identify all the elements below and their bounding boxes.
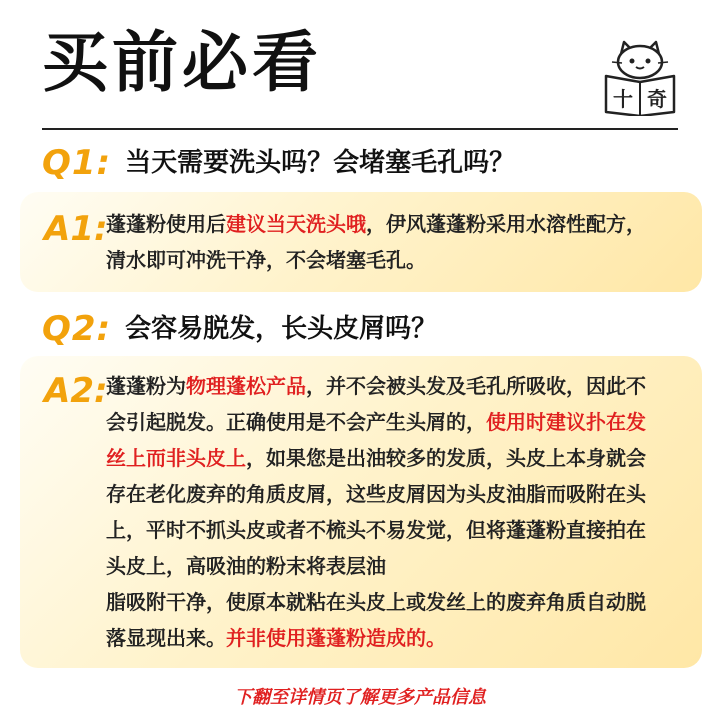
answer-line (106, 584, 682, 620)
answer-line (106, 206, 682, 242)
answer-1-card (20, 192, 702, 292)
question-2-text: 会容易脱发，长头皮屑吗？ (125, 314, 438, 344)
answer-line (106, 476, 682, 512)
answer-text: 头皮上，高吸油的粉末将表层油 (106, 554, 386, 578)
highlight-text: 丝上而非头皮上 (106, 446, 246, 470)
header-divider (42, 128, 678, 130)
answer-text: 会引起脱发。正确使用是不会产生头屑的， (106, 410, 486, 434)
footer-notice: 下翻至详情页了解更多产品信息 (234, 687, 486, 708)
answer-text: 落显现出来。 (106, 626, 226, 650)
page-title: 买前必看 (42, 24, 322, 101)
svg-text:奇: 奇 (647, 87, 667, 111)
answer-2-card (20, 356, 702, 668)
answer-line (106, 512, 682, 548)
answer-2-tag: A2: (44, 371, 108, 411)
highlight-text: 使用时建议扑在发 (486, 410, 646, 434)
question-1-text: 当天需要洗头吗？会堵塞毛孔吗？ (125, 148, 516, 178)
answer-line (106, 440, 682, 476)
highlight-text: 建议当天洗头哦 (226, 212, 366, 236)
answer-1-tag: A1: (44, 209, 108, 249)
answer-line (106, 368, 682, 404)
question-1-tag: Q1: (42, 143, 112, 183)
answer-2-text (106, 368, 682, 656)
question-2-tag: Q2: (42, 309, 112, 349)
answer-line (106, 548, 682, 584)
highlight-text: 并非使用蓬蓬粉造成的。 (226, 626, 446, 650)
question-1 (42, 143, 516, 183)
answer-1-text (106, 206, 682, 278)
answer-text: 脂吸附干净，使原本就粘在头皮上或发丝上的废弃角质自动脱 (106, 590, 646, 614)
answer-text: ，并不会被头发及毛孔所吸收，因此不 (306, 374, 646, 398)
answer-text: 清水即可冲洗干净，不会堵塞毛孔。 (106, 248, 426, 272)
answer-line (106, 242, 682, 278)
answer-line (106, 620, 682, 656)
answer-line (106, 404, 682, 440)
highlight-text: 物理蓬松产品 (186, 374, 306, 398)
answer-text: 蓬蓬粉使用后 (106, 212, 226, 236)
answer-text: 蓬蓬粉为 (106, 374, 186, 398)
answer-text: ，伊风蓬蓬粉采用水溶性配方， (366, 212, 646, 236)
answer-text: ，如果您是出油较多的发质，头皮上本身就会 (246, 446, 646, 470)
answer-text: 存在老化废弃的角质皮屑，这些皮屑因为头皮油脂而吸附在头 (106, 482, 646, 506)
answer-text: 上，平时不抓头皮或者不梳头不易发觉，但将蓬蓬粉直接拍在 (106, 518, 646, 542)
svg-text:十: 十 (613, 87, 633, 111)
question-2 (42, 309, 438, 349)
cat-book-logo-icon (600, 36, 680, 116)
